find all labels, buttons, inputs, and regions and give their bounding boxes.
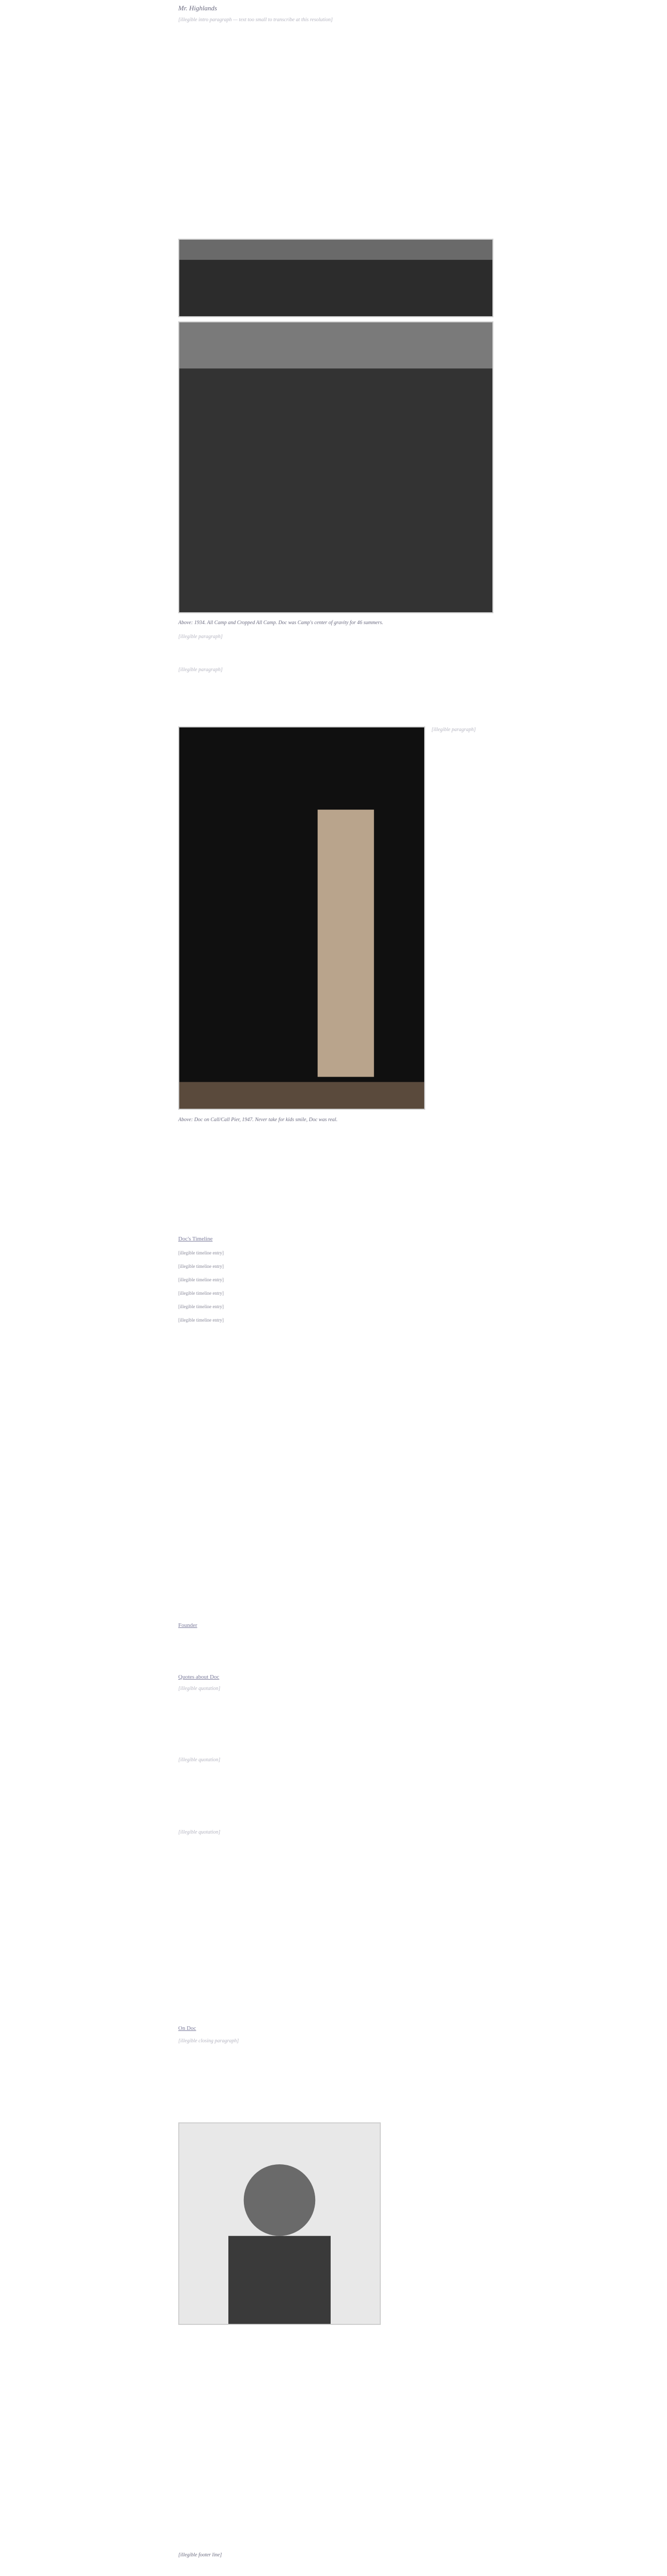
footer-note: [illegible footer line] [178,2552,222,2558]
group-photo[interactable] [178,321,493,613]
quotes-heading[interactable]: Quotes about Doc [178,1674,220,1680]
timeline-item: [illegible timeline entry] [178,1277,224,1282]
closing-image [179,2123,380,2324]
timeline-item: [illegible timeline entry] [178,1291,224,1296]
timeline-item: [illegible timeline entry] [178,1317,224,1323]
quote: [illegible quotation] [178,1757,221,1763]
intro-paragraph: [illegible intro paragraph — text too small to transcribe at this resolution] [178,17,333,23]
quote: [illegible quotation] [178,1829,221,1835]
paragraph-3: [illegible paragraph] [178,667,223,673]
group-image [179,322,492,612]
timeline-item: [illegible timeline entry] [178,1264,224,1269]
timeline-item: [illegible timeline entry] [178,1304,224,1309]
timeline-item: [illegible timeline entry] [178,1250,224,1255]
portrait-caption: Above: Doc on Call/Call Pier, 1947. Never take for kids smile, Doc was real. [178,1117,338,1123]
closing-paragraph: [illegible closing paragraph] [178,2038,239,2044]
affiliations-heading[interactable]: Founder [178,1622,197,1628]
quote: [illegible quotation] [178,1686,221,1692]
panorama-image [179,240,492,316]
group-caption: Above: 1934. All Camp and Cropped All Camp. Doc was Camp's center of gravity for 46 summers. [178,620,383,626]
portrait-image [179,727,424,1109]
panorama-photo[interactable] [178,239,493,317]
closing-photo[interactable] [178,2122,381,2325]
sidebar-paragraph: [illegible paragraph] [431,727,476,733]
page-title: Mr. Highlands [178,4,218,12]
portrait-photo[interactable] [178,726,425,1110]
timeline-heading[interactable]: Doc's Timeline [178,1236,213,1242]
paragraph-2: [illegible paragraph] [178,634,223,640]
closing-heading[interactable]: On Doc [178,2025,196,2031]
